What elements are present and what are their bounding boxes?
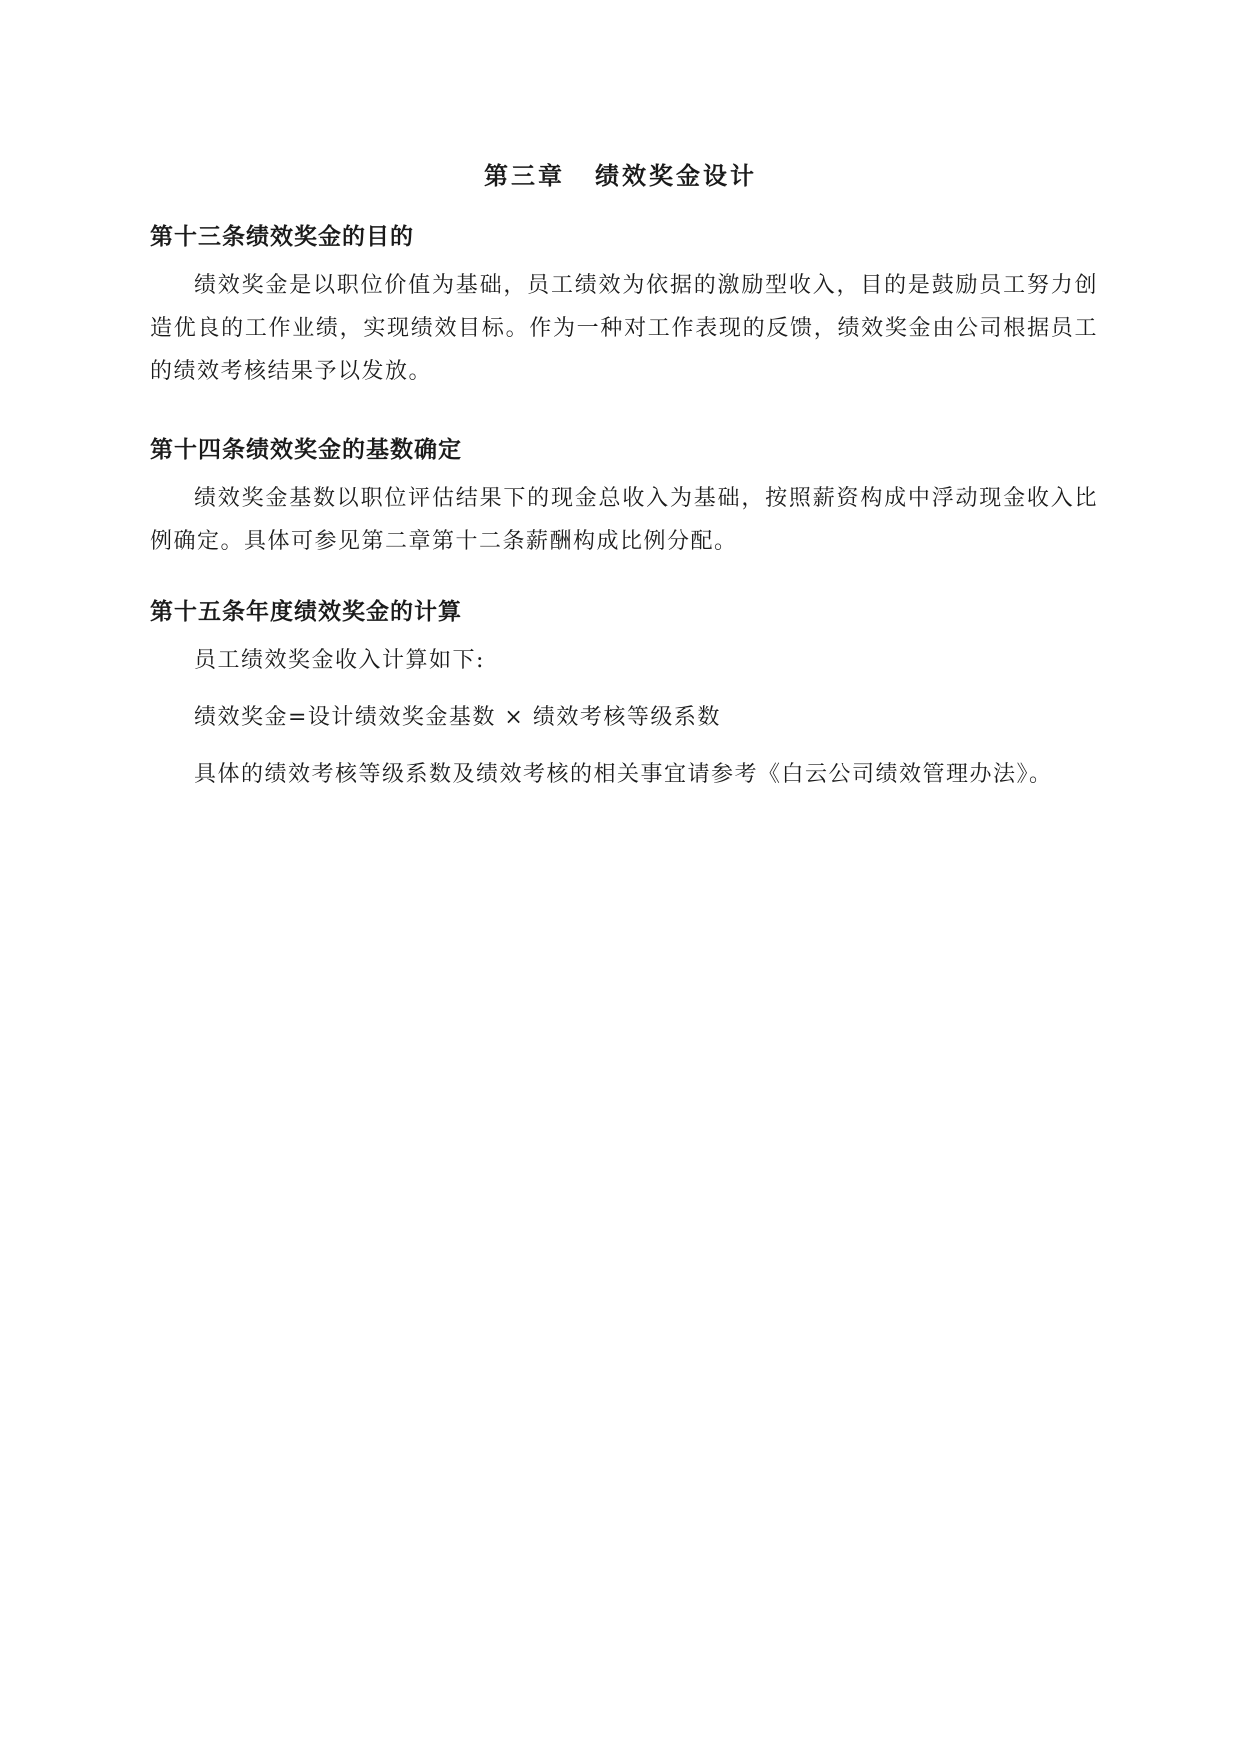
- section-15: [150, 597, 1098, 810]
- chapter-number: 第三章: [484, 162, 565, 190]
- chapter-title: [0, 156, 1241, 191]
- section-heading: 第十三条绩效奖金的目的: [150, 224, 414, 250]
- section-heading: 第十五条年度绩效奖金的计算: [150, 599, 462, 625]
- section-heading: 第十四条绩效奖金的基数确定: [150, 437, 462, 463]
- section-paragraph: 绩效奖金是以职位价值为基础，员工绩效为依据的激励型收入，目的是鼓励员工努力创造优良的工作业绩，实现绩效目标。作为一种对工作表现的反馈，绩效奖金由公司根据员工的绩效考核结果予以发放。: [150, 273, 1098, 384]
- section-paragraph: 绩效奖金基数以职位评估结果下的现金总收入为基础，按照薪资构成中浮动现金收入比例确定。具体可参见第二章第十二条薪酬构成比例分配。: [150, 486, 1098, 554]
- section-14: [150, 435, 1098, 563]
- formula-paragraph: 绩效奖金=设计绩效奖金基数 × 绩效考核等级系数: [194, 705, 721, 730]
- chapter-name: 绩效奖金设计: [595, 162, 757, 190]
- section-paragraph: 具体的绩效考核等级系数及绩效考核的相关事宜请参考《白云公司绩效管理办法》。: [194, 762, 1053, 787]
- section-13: [150, 222, 1098, 393]
- section-paragraph: 员工绩效奖金收入计算如下:: [194, 648, 485, 673]
